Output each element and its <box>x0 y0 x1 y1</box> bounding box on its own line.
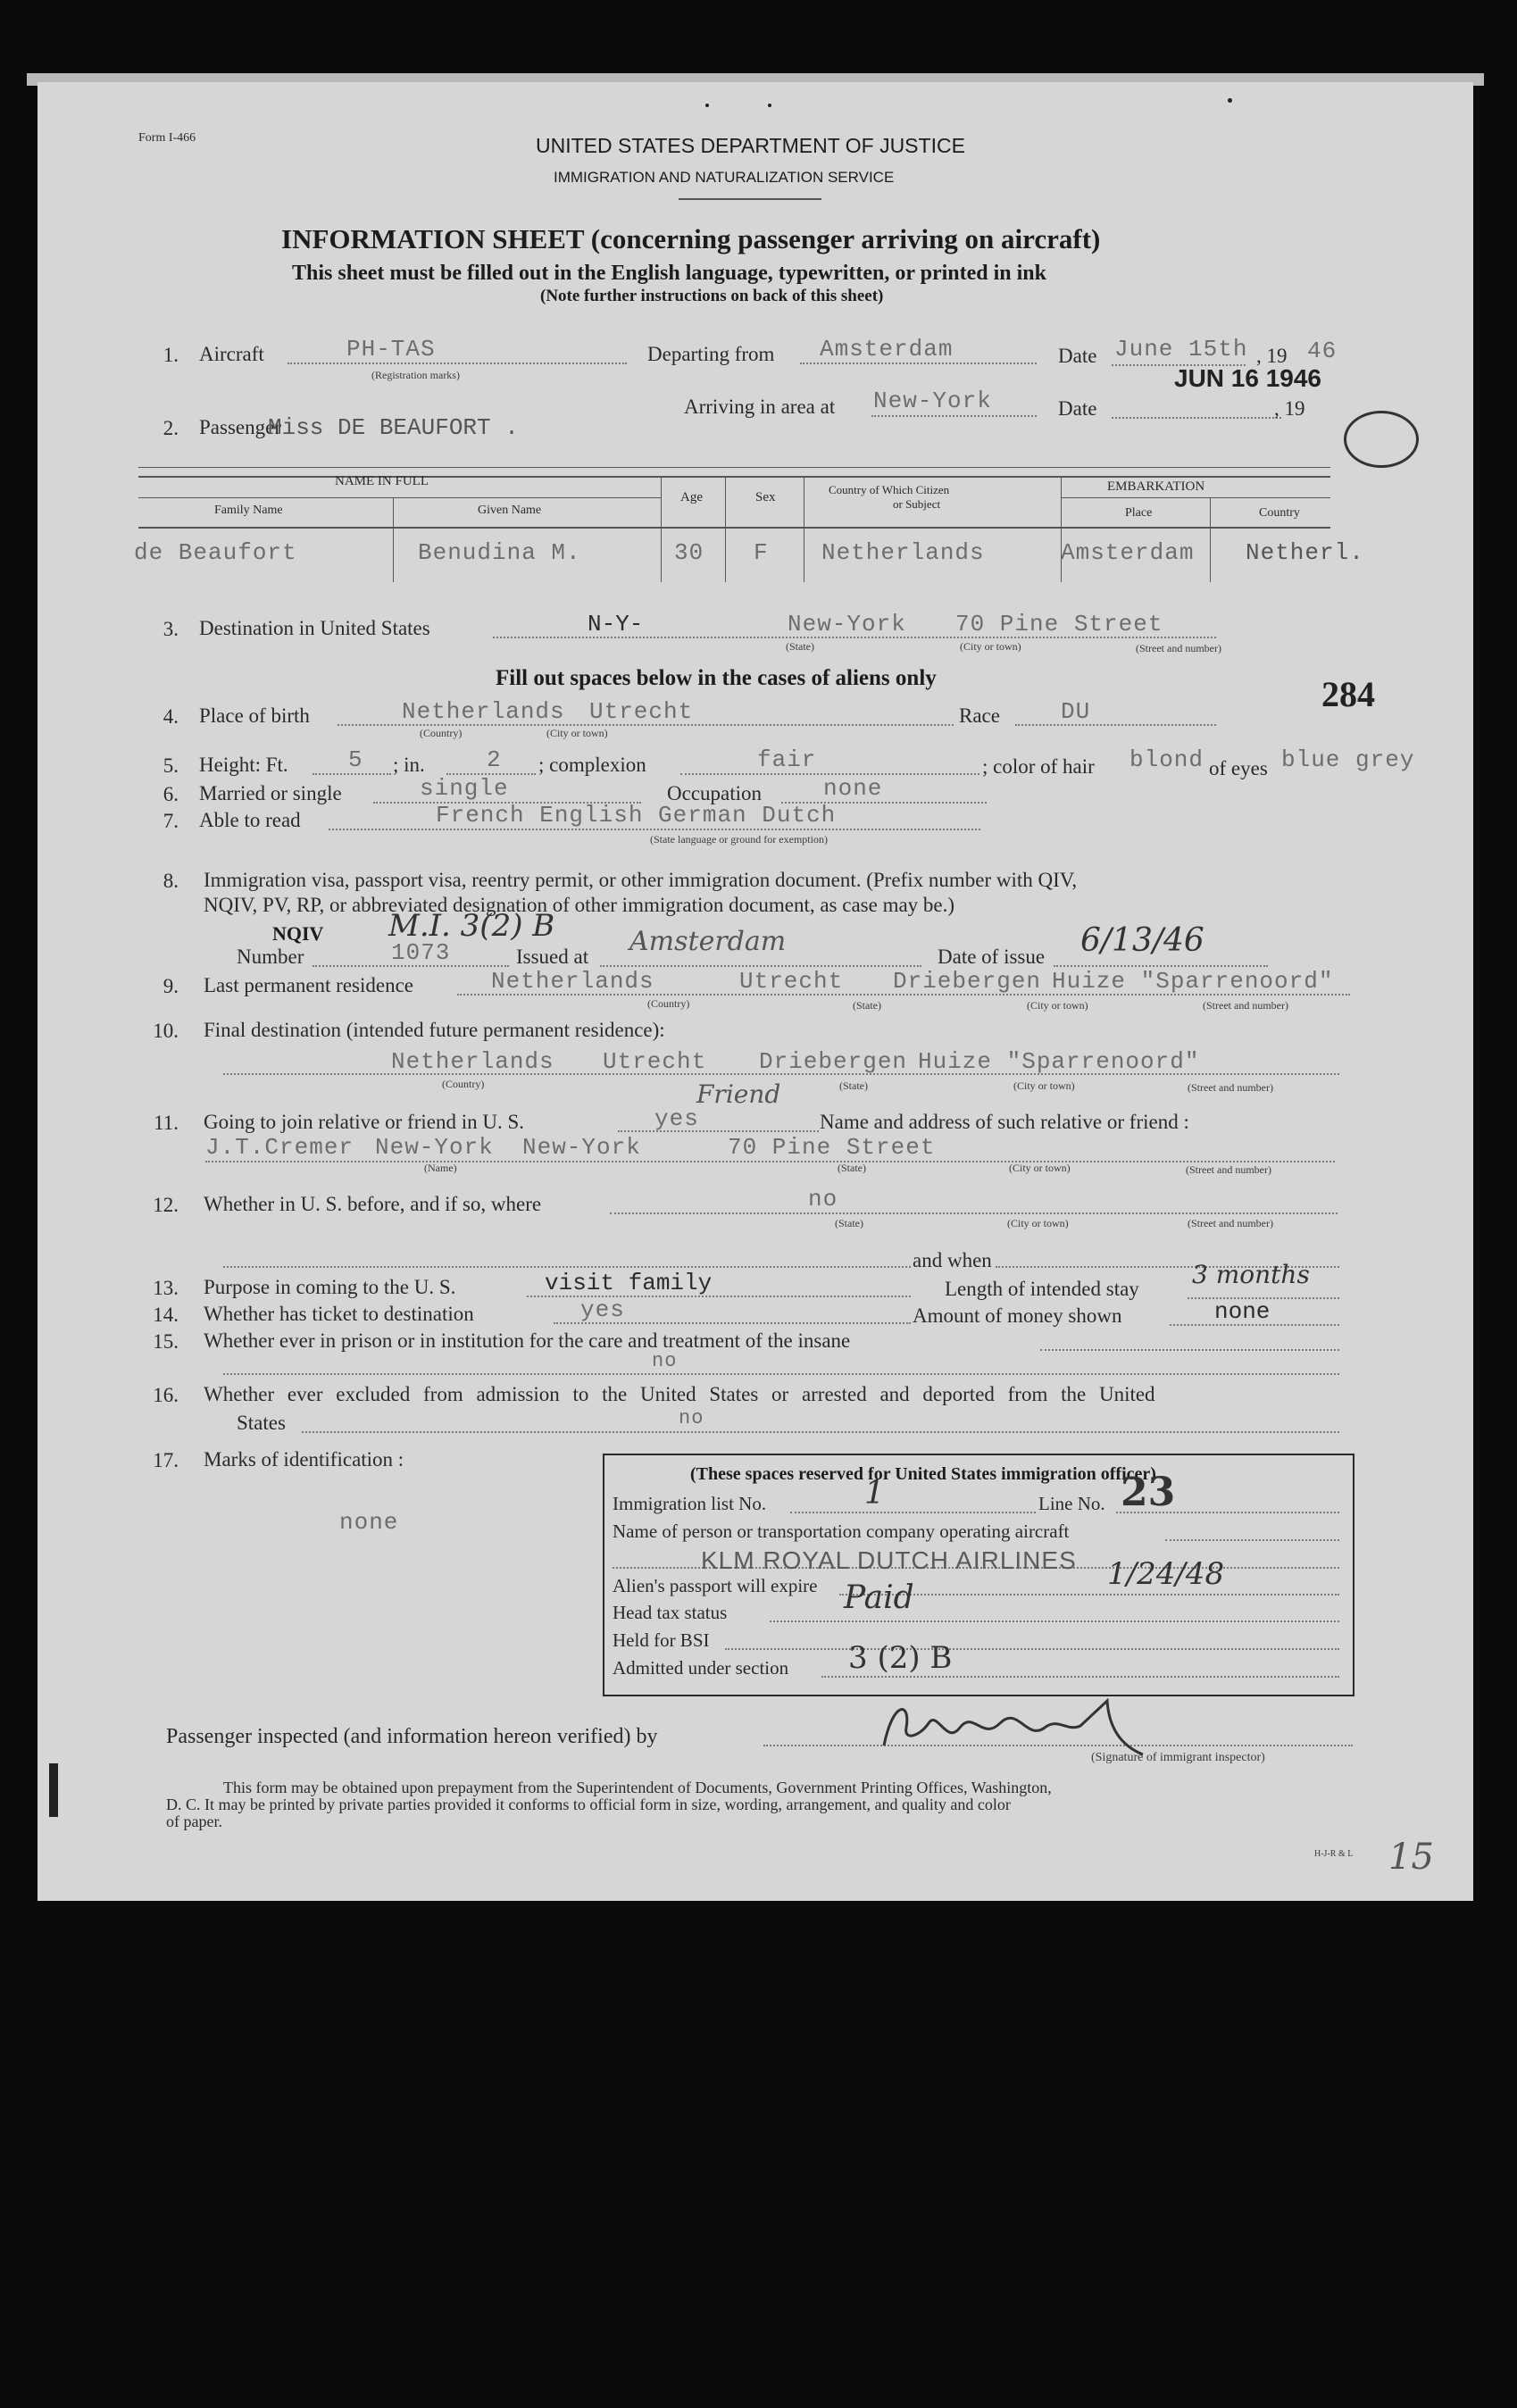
passenger-value: Miss DE BEAUFORT . <box>268 414 519 441</box>
arrival-date-stamp: JUN 16 1946 <box>1174 364 1322 392</box>
scan-speck <box>49 1763 58 1817</box>
sub-city: (City or town) <box>1007 1217 1069 1229</box>
join-relative-label: Going to join relative or friend in U. S. <box>204 1111 524 1133</box>
visa-number-value: 1073 <box>391 939 451 966</box>
page-number: 284 <box>1321 674 1375 714</box>
hair-value: blond <box>1129 746 1204 773</box>
excluded-line <box>302 1431 1339 1433</box>
visa-annotation: M.I. 3(2) B <box>388 908 555 944</box>
immigration-list-label: Immigration list No. <box>613 1493 767 1514</box>
prison-value: no <box>652 1350 678 1372</box>
arriving-label: Arriving in area at <box>684 396 836 418</box>
birth-country: Netherlands <box>402 698 565 725</box>
aircraft-value: PH-TAS <box>346 336 436 362</box>
table-header-bottom <box>138 527 1330 529</box>
item-number: 15. <box>153 1330 179 1353</box>
scan-speck <box>1228 98 1232 103</box>
destination-label: Destination in United States <box>199 617 430 639</box>
join-relative-value: yes <box>654 1105 699 1132</box>
col-divider <box>661 476 662 582</box>
departure-date: June 15th <box>1114 336 1248 362</box>
citizen-header-1: Country of Which Citizen <box>829 483 950 496</box>
ticket-label: Whether has ticket to destination <box>204 1303 474 1325</box>
item-number: 3. <box>163 618 179 640</box>
embarkation-country-value: Netherl. <box>1246 539 1364 566</box>
hand-circle-mark <box>1344 411 1419 468</box>
emb-country-header: Country <box>1259 506 1300 520</box>
head-tax-label: Head tax status <box>613 1602 728 1623</box>
previous-visit-line <box>610 1212 1338 1214</box>
sub-state: (State) <box>835 1217 863 1229</box>
read-label: Able to read <box>199 809 301 831</box>
header-underline <box>679 198 821 200</box>
sub-state: (State) <box>838 1162 866 1174</box>
height-label: Height: Ft. <box>199 754 288 776</box>
issue-date-line <box>1054 965 1268 967</box>
issue-date-value: 6/13/46 <box>1080 922 1204 959</box>
destination-street: 70 Pine Street <box>955 611 1163 637</box>
previous-visit-value: no <box>808 1186 838 1212</box>
birthplace-label: Place of birth <box>199 704 310 727</box>
excluded-label-2: States <box>237 1412 286 1434</box>
prison-line <box>223 1373 1339 1375</box>
hair-label: ; color of hair <box>982 755 1095 778</box>
ticket-value: yes <box>580 1296 625 1323</box>
name-subheader-rule <box>138 497 661 498</box>
destination-city: New-York <box>788 611 906 637</box>
head-tax-value: Paid <box>844 1579 914 1616</box>
last-residence-city: Driebergen <box>893 968 1042 995</box>
excluded-label: Whether ever excluded from admission to the United States or arrested and deported from the United <box>204 1383 1155 1405</box>
sub-city: (City or town) <box>960 640 1021 653</box>
final-destination-state: Utrecht <box>603 1048 707 1075</box>
eyes-value: blue grey <box>1281 746 1415 773</box>
visa-text-1: Immigration visa, passport visa, reentry permit, or other immigration document. (Prefix number with QIV, <box>204 869 1078 891</box>
sex-value: F <box>754 539 769 566</box>
complexion-label: ; complexion <box>538 754 646 776</box>
length-stay-value: 3 months <box>1192 1260 1310 1289</box>
footer-text-3: of paper. <box>166 1812 222 1830</box>
issued-at-label: Issued at <box>516 946 589 968</box>
sub-state: (State) <box>839 1079 868 1092</box>
final-destination-city: Driebergen <box>759 1048 908 1075</box>
last-residence-state: Utrecht <box>739 968 844 995</box>
department-name: UNITED STATES DEPARTMENT OF JUSTICE <box>536 134 965 157</box>
purpose-value: visit family <box>545 1270 713 1296</box>
height-inches: 2 <box>487 746 502 773</box>
item-number: 2. <box>163 417 179 439</box>
immigration-list-value: 1 <box>864 1475 885 1512</box>
sub-street: (Street and number) <box>1203 999 1288 1012</box>
final-destination-country: Netherlands <box>391 1048 554 1075</box>
printer-mark: H-J-R & L <box>1314 1849 1354 1859</box>
sub-city: (City or town) <box>1027 999 1088 1012</box>
item-number: 6. <box>163 783 179 805</box>
passport-expiry-value: 1/24/48 <box>1107 1556 1225 1592</box>
previous-visit-label: Whether in U. S. before, and if so, where <box>204 1193 542 1215</box>
occupation-value: none <box>823 775 883 802</box>
relative-address-line <box>205 1161 1335 1162</box>
age-value: 30 <box>674 539 704 566</box>
company-label: Name of person or transportation company operating aircraft <box>613 1521 1070 1542</box>
aircraft-sub: (Registration marks) <box>371 369 460 381</box>
citizenship-value: Netherlands <box>821 539 985 566</box>
relative-name: J.T.Cremer <box>205 1134 354 1161</box>
inches-label: ; in. <box>393 754 425 776</box>
item-number: 11. <box>154 1112 179 1134</box>
money-value: none <box>1214 1298 1271 1325</box>
sub-country: (Country) <box>420 727 463 739</box>
name-in-full-header: NAME IN FULL <box>335 474 429 488</box>
sub-street: (Street and number) <box>1188 1217 1273 1229</box>
final-destination-street: Huize "Sparrenoord" <box>918 1048 1200 1075</box>
last-residence-country: Netherlands <box>491 968 654 995</box>
head-tax-line <box>770 1621 1339 1622</box>
marital-value: single <box>420 775 509 802</box>
prison-line-right <box>1040 1349 1339 1351</box>
bsi-line <box>725 1648 1339 1650</box>
section-label: Admitted under section <box>613 1657 789 1679</box>
line-no-label: Line No. <box>1038 1493 1105 1514</box>
given-name-value: Benudina M. <box>418 539 581 566</box>
col-divider <box>393 497 394 582</box>
age-header: Age <box>680 490 703 504</box>
sub-country: (Country) <box>442 1078 485 1090</box>
height-feet: 5 <box>348 746 363 773</box>
issued-at-line <box>600 965 921 967</box>
final-destination-label: Final destination (intended future permanent residence): <box>204 1019 665 1041</box>
sub-city: (City or town) <box>546 727 608 739</box>
aircraft-line <box>288 362 627 364</box>
embarkation-place-value: Amsterdam <box>1061 539 1195 566</box>
last-residence-street: Huize "Sparrenoord" <box>1052 968 1334 995</box>
arrival-year-prefix: , 19 <box>1274 397 1305 420</box>
sub-street: (Street and number) <box>1186 1163 1271 1176</box>
read-line <box>329 829 980 830</box>
scan-speck <box>705 104 709 107</box>
when-label: and when <box>913 1249 992 1271</box>
sub-city: (City or town) <box>1009 1162 1071 1174</box>
item-number: 4. <box>163 705 179 728</box>
passport-label: Alien's passport will expire <box>613 1575 818 1596</box>
last-residence-label: Last permanent residence <box>204 974 413 996</box>
officer-box-title: (These spaces reserved for United States immigration officer) <box>690 1464 1156 1484</box>
footer-text-2: D. C. It may be printed by private parties provided it conforms to official form in size, wording, arrangement, and quality and color <box>166 1796 1011 1813</box>
col-divider <box>1210 497 1211 582</box>
arriving-line <box>871 415 1037 417</box>
item-number: 10. <box>153 1020 179 1042</box>
join-relative-annotation: Friend <box>696 1079 781 1109</box>
race-line <box>1015 724 1216 726</box>
excluded-value: no <box>679 1407 704 1429</box>
service-name: IMMIGRATION AND NATURALIZATION SERVICE <box>554 169 895 186</box>
embarkation-header: EMBARKATION <box>1107 479 1205 494</box>
sub-city: (City or town) <box>1013 1079 1075 1092</box>
read-sub: (State language or ground for exemption) <box>650 833 828 846</box>
visa-text-2: NQIV, PV, RP, or abbreviated designation of other immigration document, as case may be.) <box>204 894 955 916</box>
section-value: 3 (2) B <box>848 1640 953 1676</box>
place-header: Place <box>1125 506 1153 520</box>
item-number: 8. <box>163 870 179 892</box>
item-number: 12. <box>153 1194 179 1216</box>
departing-label: Departing from <box>647 343 775 365</box>
race-value: DU <box>1061 698 1091 725</box>
issue-date-label: Date of issue <box>938 946 1046 968</box>
item-number: 1. <box>163 344 179 366</box>
passenger-label: Passenger <box>199 416 281 438</box>
sub-state: (State) <box>786 640 814 653</box>
family-name-value: de Beaufort <box>134 539 297 566</box>
visa-prefix: NQIV <box>272 922 324 945</box>
year-prefix: , 19 <box>1256 345 1288 367</box>
table-rule-top <box>138 467 1330 468</box>
occupation-label: Occupation <box>667 782 763 804</box>
money-label: Amount of money shown <box>913 1304 1122 1327</box>
inspection-sub: (Signature of immigrant inspector) <box>1091 1751 1265 1764</box>
sub-street: (Street and number) <box>1136 642 1221 654</box>
departing-line <box>800 362 1037 364</box>
item-number: 16. <box>153 1384 179 1406</box>
eyes-label: of eyes <box>1209 757 1268 779</box>
marital-label: Married or single <box>199 782 342 804</box>
item-number: 7. <box>163 810 179 832</box>
departure-year: 46 <box>1307 337 1338 364</box>
family-name-header: Family Name <box>214 504 283 517</box>
sub-state: (State) <box>853 999 881 1012</box>
arrival-date-label: Date <box>1058 397 1097 420</box>
when-line-left <box>223 1266 911 1268</box>
race-label: Race <box>959 704 1000 727</box>
aircraft-label: Aircraft <box>199 343 264 365</box>
citizen-header-2: or Subject <box>893 497 941 511</box>
arriving-value: New-York <box>873 387 992 414</box>
margin-note: 15 <box>1388 1837 1434 1878</box>
sub-name: (Name) <box>424 1162 457 1174</box>
immigration-list-line <box>790 1512 1036 1513</box>
item-number: 14. <box>153 1304 179 1326</box>
form-note: (Note further instructions on back of this sheet) <box>540 287 884 305</box>
destination-state: N-Y- <box>588 611 644 637</box>
item-number: 5. <box>163 754 179 777</box>
sub-country: (Country) <box>647 997 690 1010</box>
footer-text-1: This form may be obtained upon prepayment from the Superintendent of Documents, Government Printing Offices, Washington, <box>223 1779 1052 1796</box>
given-name-header: Given Name <box>478 504 542 517</box>
item-number: 9. <box>163 975 179 997</box>
relative-state: New-York <box>375 1134 494 1161</box>
identification-value: none <box>339 1509 399 1536</box>
line-no-value: 23 <box>1121 1470 1176 1515</box>
length-stay-label: Length of intended stay <box>945 1278 1139 1300</box>
prison-label: Whether ever in prison or in institution for the care and treatment of the insane <box>204 1329 851 1352</box>
visa-number-label: Number <box>237 946 304 968</box>
join-relative-line <box>618 1130 819 1132</box>
languages-value: French English German Dutch <box>436 802 837 829</box>
col-divider <box>725 476 726 582</box>
sub-street: (Street and number) <box>1188 1081 1273 1094</box>
form-number: Form I-466 <box>138 131 196 145</box>
passport-line <box>839 1594 1339 1596</box>
birth-city: Utrecht <box>589 698 694 725</box>
sex-header: Sex <box>755 490 776 504</box>
company-line <box>1165 1539 1339 1541</box>
aliens-only-heading: Fill out spaces below in the cases of aliens only <box>496 666 937 690</box>
company-value: KLM ROYAL DUTCH AIRLINES <box>701 1546 1077 1574</box>
identification-label: Marks of identification : <box>204 1448 404 1471</box>
item-number: 17. <box>153 1449 179 1471</box>
scan-speck <box>768 104 771 107</box>
complexion-value: fair <box>757 746 817 773</box>
departing-value: Amsterdam <box>820 336 954 362</box>
section-line <box>821 1676 1339 1678</box>
feet-line <box>313 773 391 775</box>
arrival-date-line <box>1112 417 1281 419</box>
relative-address-label: Name and address of such relative or friend : <box>820 1111 1189 1133</box>
form-title: INFORMATION SHEET (concerning passenger arriving on aircraft) <box>281 223 1101 254</box>
col-divider <box>1061 476 1062 582</box>
table-rule-header <box>138 476 1330 478</box>
date-label: Date <box>1058 345 1097 367</box>
form-instruction: This sheet must be filled out in the English language, typewritten, or printed in ink <box>292 262 1046 285</box>
relative-street: 70 Pine Street <box>728 1134 936 1161</box>
embarkation-subheader-rule <box>1061 497 1330 498</box>
relative-city: New-York <box>522 1134 641 1161</box>
issued-at-value: Amsterdam <box>629 926 787 957</box>
inspection-label: Passenger inspected (and information hereon verified) by <box>166 1725 658 1748</box>
bsi-label: Held for BSI <box>613 1629 710 1651</box>
purpose-label: Purpose in coming to the U. S. <box>204 1276 456 1298</box>
item-number: 13. <box>153 1277 179 1299</box>
